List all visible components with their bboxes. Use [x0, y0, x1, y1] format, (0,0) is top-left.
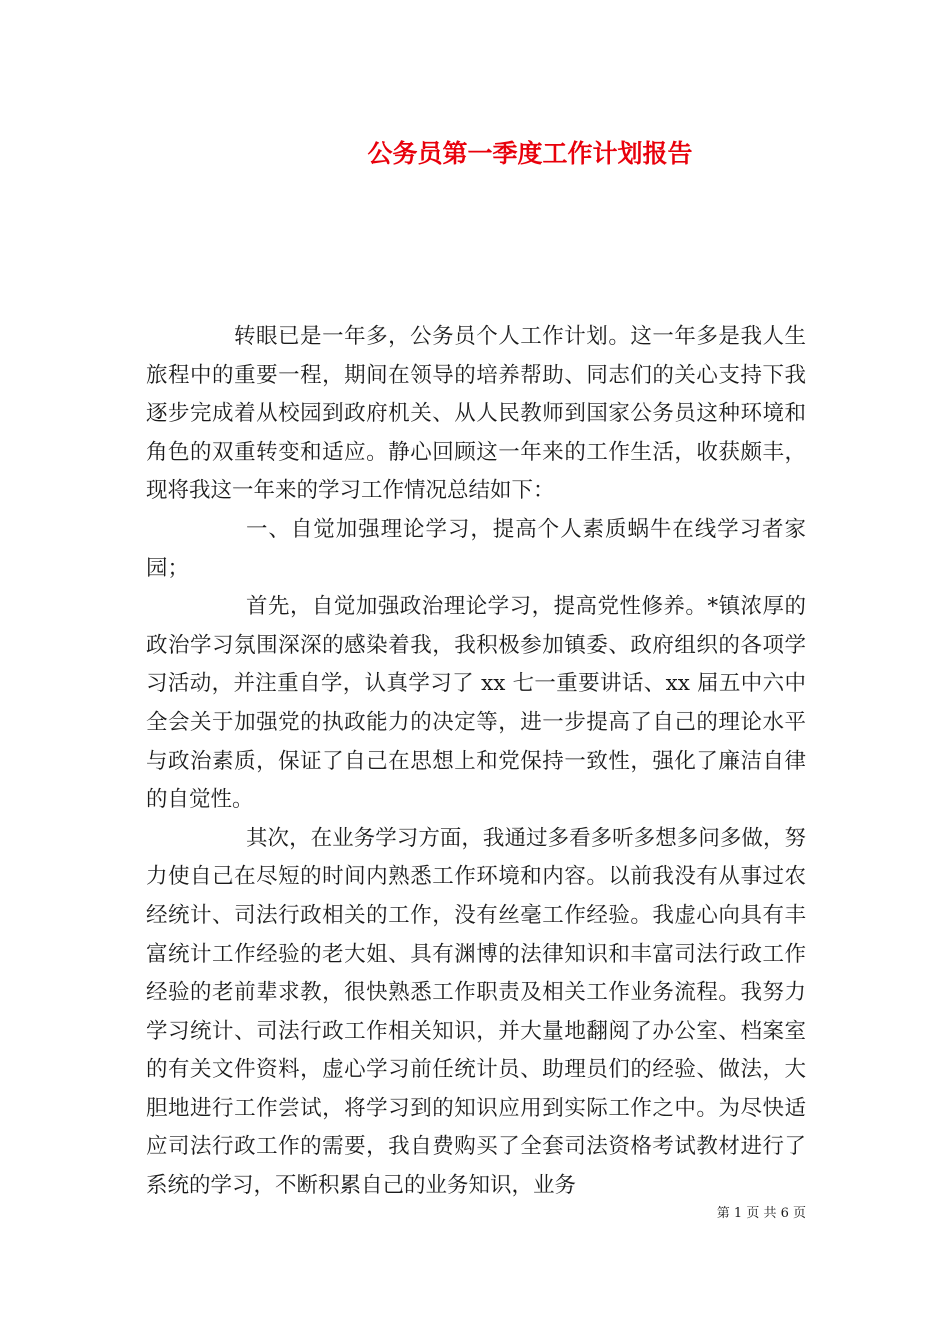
- paragraph-intro: 转眼已是一年多，公务员个人工作计划。这一年多是我人生旅程中的重要一程，期间在领导的培养帮助、同志们的关心支持下我逐步完成着从校园到政府机关、从人民教师到国家公务员这种环境和角色的双重转变和适应。静心回顾这一年来的工作生活，收获颇丰，现将我这一年来的学习工作情况总结如下：: [146, 324, 806, 504]
- page-title: 公务员第一季度工作计划报告: [367, 139, 693, 168]
- paragraph-first: 首先，自觉加强政治理论学习，提高党性修养。*镇浓厚的政治学习氛围深深的感染着我，我积极参加镇委、政府组织的各项学习活动，并注重自学，认真学习了 xx 七一重要讲话、xx 届五中六中全会关于加强党的执政能力的决定等，进一步提高了自己的理论水平与政治素质，保证了自己在思想上和党保持一致性，强化了廉洁自律的自觉性。: [146, 594, 806, 813]
- section-heading-1: 一、自觉加强理论学习，提高个人素质蜗牛在线学习者家园；: [146, 516, 806, 581]
- document-body: [146, 318, 806, 1206]
- page-footer: 第 1 页 共 6 页: [716, 1206, 806, 1221]
- paragraph-second: 其次，在业务学习方面，我通过多看多听多想多问多做，努力使自己在尽短的时间内熟悉工作环境和内容。以前我没有从事过农经统计、司法行政相关的工作，没有丝毫工作经验。我虚心向具有丰富统计工作经验的老大姐、具有渊博的法律知识和丰富司法行政工作经验的老前辈求教，很快熟悉工作职责及相关工作业务流程。我努力学习统计、司法行政工作相关知识，并大量地翻阅了办公室、档案室的有关文件资料，虚心学习前任统计员、助理员们的经验、做法，大胆地进行工作尝试，将学习到的知识应用到实际工作之中。为尽快适应司法行政工作的需要，我自费购买了全套司法资格考试教材进行了系统的学习，不断积累自己的业务知识，业务: [146, 825, 806, 1199]
